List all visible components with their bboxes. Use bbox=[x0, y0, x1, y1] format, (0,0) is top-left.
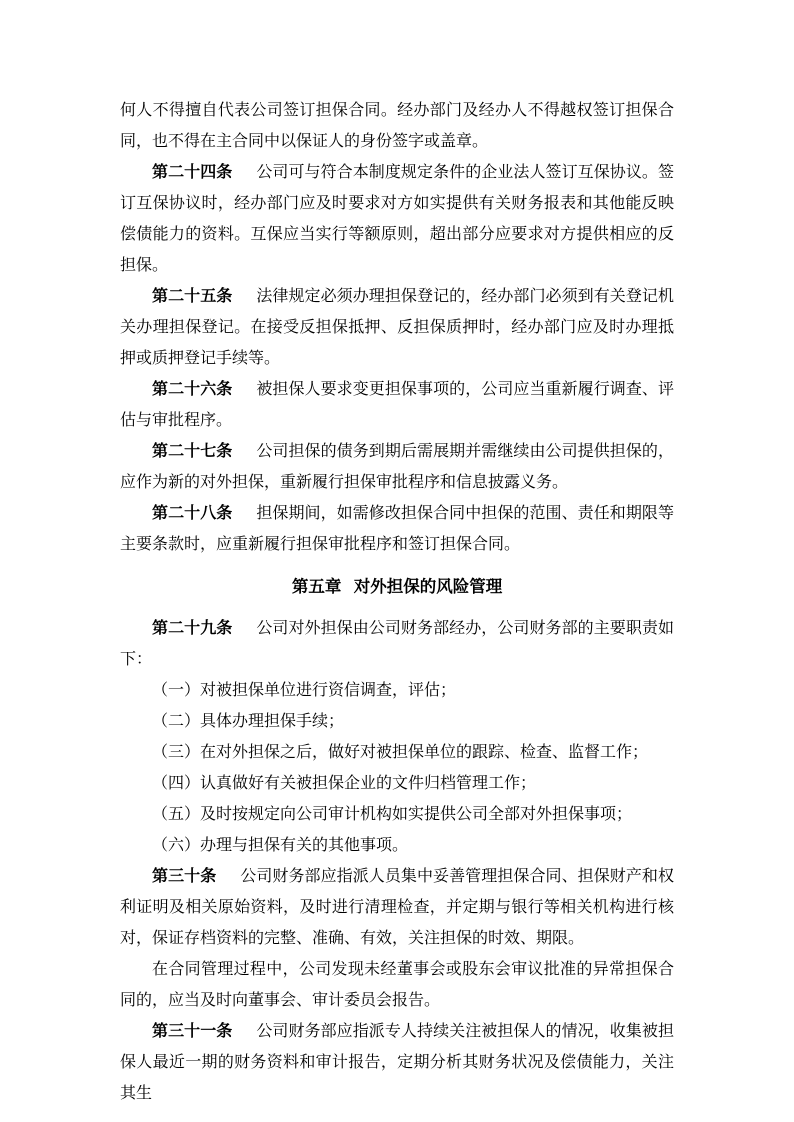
article-30-number: 第三十条 bbox=[152, 868, 217, 885]
article-30-paragraph-2: 在合同管理过程中，公司发现未经董事会或股东会审议批准的异常担保合同的，应当及时向董事会、审计委员会报告。 bbox=[120, 961, 674, 1009]
duty-item-4: （四）认真做好有关被担保企业的文件归档管理工作； bbox=[152, 775, 537, 792]
article-24-number: 第二十四条 bbox=[152, 164, 233, 181]
article-31-text: 公司财务部应指派专人持续关注被担保人的情况，收集被担保人最近一期的财务资料和审计报告，定期分析其财务状况及偿债能力，关注其生 bbox=[120, 1023, 674, 1102]
article-25-number: 第二十五条 bbox=[152, 288, 233, 305]
paragraph-continuation: 何人不得擅自代表公司签订担保合同。经办部门及经办人不得越权签订担保合同，也不得在主合同中以保证人的身份签字或盖章。 bbox=[120, 102, 674, 150]
duty-item-5: （五）及时按规定向公司审计机构如实提供公司全部对外担保事项； bbox=[152, 806, 633, 823]
article-26-number: 第二十六条 bbox=[152, 381, 233, 398]
article-31 bbox=[120, 1016, 674, 1109]
article-30 bbox=[120, 861, 674, 954]
article-26 bbox=[120, 374, 674, 436]
article-28-number: 第二十八条 bbox=[152, 505, 233, 522]
article-26-text: 被担保人要求变更担保事项的，公司应当重新履行调查、评估与审批程序。 bbox=[120, 381, 674, 429]
article-28 bbox=[120, 498, 674, 560]
article-24 bbox=[120, 157, 674, 281]
article-27-number: 第二十七条 bbox=[152, 443, 233, 460]
article-24-text: 公司可与符合本制度规定条件的企业法人签订互保协议。签订互保协议时，经办部门应及时要求对方如实提供有关财务报表和其他能反映偿债能力的资料。互保应当实行等额原则，超出部分应要求对方提供相应的反担保。 bbox=[120, 164, 674, 274]
article-25-text: 法律规定必须办理担保登记的，经办部门必须到有关登记机关办理担保登记。在接受反担保抵押、反担保质押时，经办部门应及时办理抵押或质押登记手续等。 bbox=[120, 288, 674, 367]
article-28-text: 担保期间，如需修改担保合同中担保的范围、责任和期限等主要条款时，应重新履行担保审批程序和签订担保合同。 bbox=[120, 505, 674, 553]
article-29-text: 公司对外担保由公司财务部经办，公司财务部的主要职责如下： bbox=[120, 620, 674, 668]
duty-item-1: （一）对被担保单位进行资信调查，评估； bbox=[152, 682, 457, 699]
chapter-heading bbox=[120, 571, 674, 602]
chapter-title: 对外担保的风险管理 bbox=[353, 577, 503, 596]
article-27-text: 公司担保的债务到期后需展期并需继续由公司提供担保的，应作为新的对外担保，重新履行担保审批程序和信息披露义务。 bbox=[120, 443, 674, 491]
duty-item-2: （二）具体办理担保手续； bbox=[152, 713, 345, 730]
article-31-number: 第三十一条 bbox=[152, 1023, 233, 1040]
chapter-number: 第五章 bbox=[291, 577, 342, 596]
article-30-text: 公司财务部应指派人员集中妥善管理担保合同、担保财产和权利证明及相关原始资料，及时进行清理检查，并定期与银行等相关机构进行核对，保证存档资料的完整、准确、有效，关注担保的时效、期限。 bbox=[120, 868, 674, 947]
article-29 bbox=[120, 613, 674, 675]
article-25 bbox=[120, 281, 674, 374]
article-27 bbox=[120, 436, 674, 498]
duty-item-3: （三）在对外担保之后，做好对被担保单位的跟踪、检查、监督工作； bbox=[152, 744, 649, 761]
duty-item-6: （六）办理与担保有关的其他事项。 bbox=[152, 837, 409, 854]
article-29-number: 第二十九条 bbox=[152, 620, 233, 637]
